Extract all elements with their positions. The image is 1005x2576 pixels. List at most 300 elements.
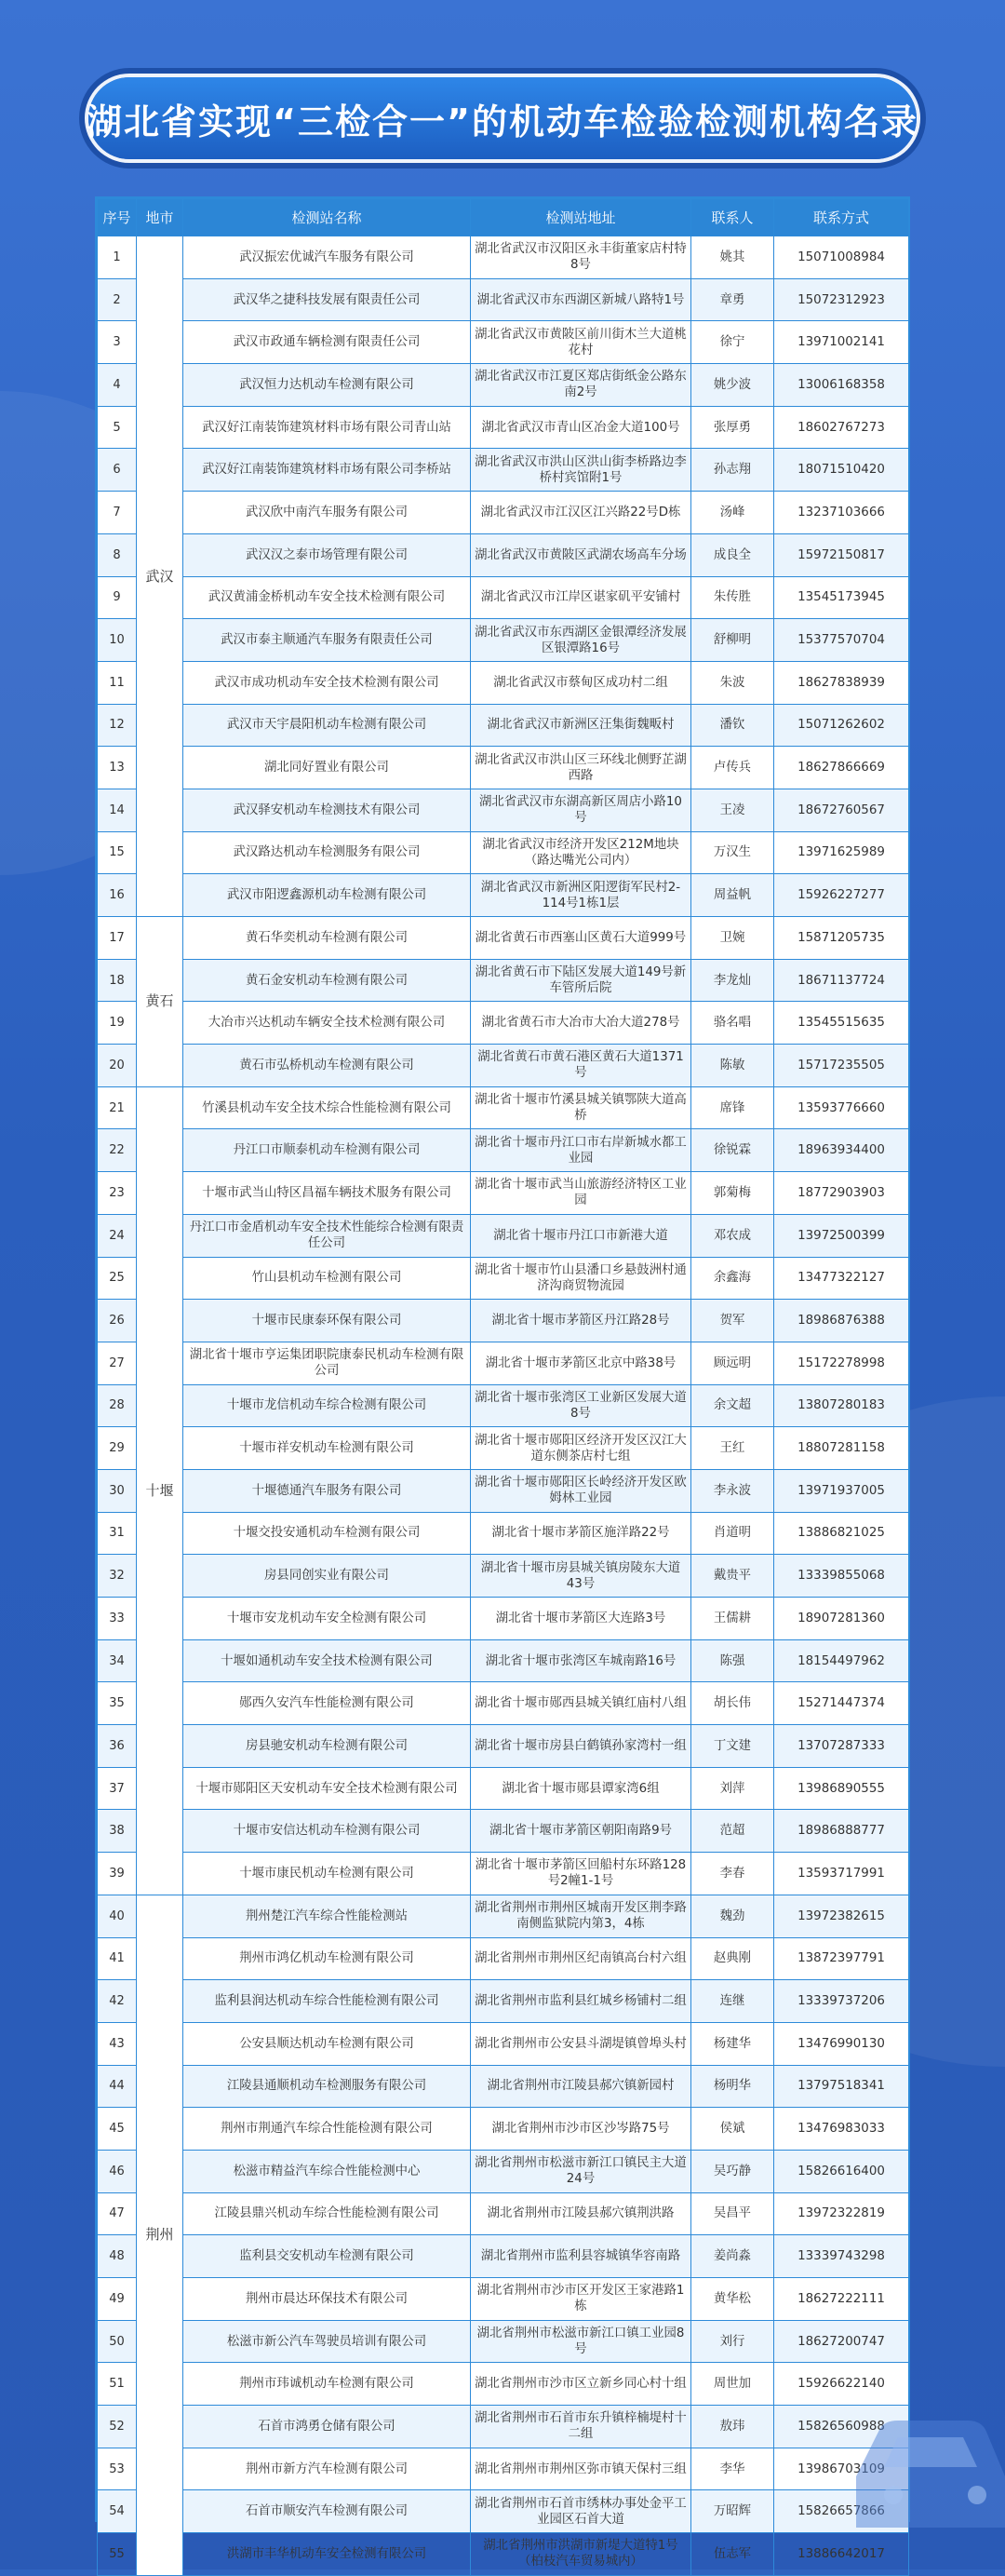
station-address: 湖北省十堰市茅箭区回船村东环路128号2幢1-1号 <box>471 1853 691 1895</box>
contact-person: 舒柳明 <box>691 619 774 662</box>
row-index: 20 <box>98 1045 137 1087</box>
contact-person: 王儒耕 <box>691 1598 774 1640</box>
station-name: 荆州楚江汽车综合性能检测站 <box>183 1895 471 1937</box>
table-row <box>98 1427 909 1470</box>
station-name: 公安县顺达机动车检测有限公司 <box>183 2022 471 2065</box>
station-address: 湖北省十堰市郧县谭家湾6组 <box>471 1767 691 1810</box>
contact-phone: 13006168358 <box>774 364 909 407</box>
station-address: 湖北省十堰市张湾区工业新区发展大道8号 <box>471 1384 691 1427</box>
station-name: 武汉路达机动车检测服务有限公司 <box>183 831 471 874</box>
table-row <box>98 492 909 534</box>
header-contact: 联系人 <box>691 199 774 236</box>
contact-phone: 13972382615 <box>774 1895 909 1937</box>
contact-phone: 18963934400 <box>774 1129 909 1172</box>
station-address: 湖北省荆州市沙市区开发区王家港路1栋 <box>471 2278 691 2321</box>
station-address: 湖北省荆州市沙市区沙岑路75号 <box>471 2108 691 2151</box>
contact-person: 朱传胜 <box>691 576 774 619</box>
station-name: 江陵县通顺机动车检测服务有限公司 <box>183 2065 471 2108</box>
contact-phone: 13986703109 <box>774 2448 909 2490</box>
table-row <box>98 619 909 662</box>
station-address: 湖北省黄石市大冶市大冶大道278号 <box>471 1002 691 1045</box>
contact-person: 丁文建 <box>691 1725 774 1768</box>
table-row <box>98 2235 909 2278</box>
table-row <box>98 2278 909 2321</box>
table-row <box>98 1853 909 1895</box>
contact-person: 李华 <box>691 2448 774 2490</box>
station-name: 武汉市天宇晨阳机动车检测有限公司 <box>183 704 471 747</box>
row-index: 9 <box>98 576 137 619</box>
contact-phone: 15972150817 <box>774 533 909 576</box>
station-address: 湖北省荆州市江陵县郝穴镇新园村 <box>471 2065 691 2108</box>
header-index: 序号 <box>98 199 137 236</box>
station-address: 湖北省荆州市公安县斗湖堤镇曾埠头村 <box>471 2022 691 2065</box>
contact-phone: 13972500399 <box>774 1214 909 1257</box>
contact-phone: 13339855068 <box>774 1555 909 1598</box>
table-row <box>98 1300 909 1342</box>
station-address: 湖北省荆州市石首市东升镇梓楠堤村十二组 <box>471 2406 691 2448</box>
contact-person: 邓农成 <box>691 1214 774 1257</box>
table-row <box>98 2490 909 2533</box>
station-name: 武汉汉之泰市场管理有限公司 <box>183 533 471 576</box>
contact-phone: 13476983033 <box>774 2108 909 2151</box>
station-address: 湖北省十堰市茅箭区丹江路28号 <box>471 1300 691 1342</box>
row-index: 24 <box>98 1214 137 1257</box>
station-name: 十堰市安信达机动车检测有限公司 <box>183 1810 471 1853</box>
contact-phone: 13986890555 <box>774 1767 909 1810</box>
row-index: 12 <box>98 704 137 747</box>
contact-person: 周益帆 <box>691 874 774 917</box>
row-index: 3 <box>98 321 137 364</box>
table-row <box>98 1725 909 1768</box>
contact-phone: 13797518341 <box>774 2065 909 2108</box>
station-address: 湖北省十堰市郧阳区长岭经济开发区欧姆林工业园 <box>471 1469 691 1512</box>
contact-person: 汤峰 <box>691 492 774 534</box>
contact-person: 李永波 <box>691 1469 774 1512</box>
station-address: 湖北省武汉市新洲区阳逻街军民村2-114号1栋1层 <box>471 874 691 917</box>
station-name: 武汉市阳逻鑫源机动车检测有限公司 <box>183 874 471 917</box>
inspection-table <box>97 198 909 2576</box>
table-row <box>98 278 909 321</box>
station-address: 湖北省十堰市茅箭区大连路3号 <box>471 1598 691 1640</box>
row-index: 5 <box>98 406 137 449</box>
station-name: 黄石华奕机动车检测有限公司 <box>183 917 471 960</box>
table-row <box>98 1045 909 1087</box>
station-address: 湖北省十堰市茅箭区朝阳南路9号 <box>471 1810 691 1853</box>
station-name: 十堰市武当山特区昌福车辆技术服务有限公司 <box>183 1172 471 1215</box>
contact-person: 骆名唱 <box>691 1002 774 1045</box>
row-index: 49 <box>98 2278 137 2321</box>
row-index: 18 <box>98 959 137 1002</box>
station-name: 武汉市政通车辆检测有限责任公司 <box>183 321 471 364</box>
station-name: 荆州市新方汽车检测有限公司 <box>183 2448 471 2490</box>
station-name: 十堰市祥安机动车检测有限公司 <box>183 1427 471 1470</box>
table-row <box>98 236 909 279</box>
contact-person: 姚少波 <box>691 364 774 407</box>
table-row <box>98 533 909 576</box>
contact-phone: 13545173945 <box>774 576 909 619</box>
contact-person: 朱波 <box>691 661 774 704</box>
contact-person: 万汉生 <box>691 831 774 874</box>
row-index: 43 <box>98 2022 137 2065</box>
station-address: 湖北省武汉市江汉区江兴路22号D栋 <box>471 492 691 534</box>
station-address: 湖北省十堰市茅箭区施洋路22号 <box>471 1512 691 1555</box>
station-address: 湖北省荆州市监利县红城乡杨铺村二组 <box>471 1980 691 2023</box>
station-address: 湖北省黄石市下陆区发展大道149号新车管所后院 <box>471 959 691 1002</box>
station-address: 湖北省十堰市茅箭区北京中路38号 <box>471 1342 691 1384</box>
table-row <box>98 1172 909 1215</box>
station-name: 荆州市玮诚机动车检测有限公司 <box>183 2363 471 2406</box>
row-index: 41 <box>98 1937 137 1980</box>
station-name: 武汉振宏优诚汽车服务有限公司 <box>183 236 471 279</box>
station-name: 石首市顺安汽车检测有限公司 <box>183 2490 471 2533</box>
station-address: 湖北省荆州市石首市绣林办事处金平工业园区石首大道 <box>471 2490 691 2533</box>
contact-phone: 15826560988 <box>774 2406 909 2448</box>
table-row <box>98 2533 909 2576</box>
row-index: 38 <box>98 1810 137 1853</box>
contact-person: 孙志翔 <box>691 449 774 492</box>
row-index: 8 <box>98 533 137 576</box>
station-name: 湖北同好置业有限公司 <box>183 747 471 789</box>
row-index: 36 <box>98 1725 137 1768</box>
station-name: 黄石金安机动车检测有限公司 <box>183 959 471 1002</box>
contact-person: 范超 <box>691 1810 774 1853</box>
station-name: 江陵县鼎兴机动车综合性能检测有限公司 <box>183 2192 471 2235</box>
contact-phone: 18154497962 <box>774 1639 909 1682</box>
row-index: 1 <box>98 236 137 279</box>
contact-person: 席锋 <box>691 1086 774 1129</box>
row-index: 14 <box>98 789 137 831</box>
header-station-name: 检测站名称 <box>183 199 471 236</box>
station-name: 武汉黄浦金桥机动车安全技术检测有限公司 <box>183 576 471 619</box>
station-name: 武汉好江南装饰建筑材料市场有限公司青山站 <box>183 406 471 449</box>
station-name: 石首市鸿勇仓储有限公司 <box>183 2406 471 2448</box>
contact-person: 敖玮 <box>691 2406 774 2448</box>
contact-person: 侯斌 <box>691 2108 774 2151</box>
contact-phone: 13237103666 <box>774 492 909 534</box>
row-index: 47 <box>98 2192 137 2235</box>
station-address: 湖北省武汉市蔡甸区成功村二组 <box>471 661 691 704</box>
contact-person: 胡长伟 <box>691 1682 774 1725</box>
station-address: 湖北省十堰市房县白鹤镇孙家湾村一组 <box>471 1725 691 1768</box>
row-index: 39 <box>98 1853 137 1895</box>
row-index: 11 <box>98 661 137 704</box>
station-name: 武汉驿安机动车检测技术有限公司 <box>183 789 471 831</box>
station-address: 湖北省黄石市黄石港区黄石大道1371号 <box>471 1045 691 1087</box>
row-index: 29 <box>98 1427 137 1470</box>
contact-person: 连继 <box>691 1980 774 2023</box>
row-index: 23 <box>98 1172 137 1215</box>
station-address: 湖北省荆州市监利县容城镇华容南路 <box>471 2235 691 2278</box>
row-index: 33 <box>98 1598 137 1640</box>
contact-phone: 13339737206 <box>774 1980 909 2023</box>
row-index: 31 <box>98 1512 137 1555</box>
station-address: 湖北省武汉市东西湖区新城八路特1号 <box>471 278 691 321</box>
contact-person: 成良全 <box>691 533 774 576</box>
table-row <box>98 2065 909 2108</box>
table-row <box>98 661 909 704</box>
contact-phone: 18772903903 <box>774 1172 909 1215</box>
contact-phone: 13707287333 <box>774 1725 909 1768</box>
contact-person: 余文超 <box>691 1384 774 1427</box>
row-index: 4 <box>98 364 137 407</box>
contact-phone: 18671137724 <box>774 959 909 1002</box>
page-title: 湖北省实现“三检合一”的机动车检验检测机构名录 <box>87 101 918 142</box>
table-row <box>98 1555 909 1598</box>
contact-phone: 13545515635 <box>774 1002 909 1045</box>
table-row <box>98 1129 909 1172</box>
row-index: 13 <box>98 747 137 789</box>
contact-phone: 13972322819 <box>774 2192 909 2235</box>
contact-phone: 15717235505 <box>774 1045 909 1087</box>
station-name: 武汉好江南装饰建筑材料市场有限公司李桥站 <box>183 449 471 492</box>
station-address: 湖北省荆州市江陵县郝穴镇荆洪路 <box>471 2192 691 2235</box>
table-row <box>98 2320 909 2363</box>
row-index: 50 <box>98 2320 137 2363</box>
contact-phone: 13886821025 <box>774 1512 909 1555</box>
station-address: 湖北省荆州市沙市区立新乡同心村十组 <box>471 2363 691 2406</box>
contact-person: 赵典刚 <box>691 1937 774 1980</box>
contact-phone: 13477322127 <box>774 1257 909 1300</box>
station-address: 湖北省武汉市汉阳区永丰街董家店村特8号 <box>471 236 691 279</box>
station-address: 湖北省武汉市洪山区三环线北侧野芷湖西路 <box>471 747 691 789</box>
contact-phone: 13593776660 <box>774 1086 909 1129</box>
contact-phone: 18907281360 <box>774 1598 909 1640</box>
station-address: 湖北省荆州市荆州区纪南镇高台村六组 <box>471 1937 691 1980</box>
station-name: 丹江口市金盾机动车安全技术性能综合检测有限责任公司 <box>183 1214 471 1257</box>
station-address: 湖北省荆州市松滋市新江口镇民主大道24号 <box>471 2150 691 2192</box>
row-index: 21 <box>98 1086 137 1129</box>
contact-phone: 15071008984 <box>774 236 909 279</box>
station-name: 十堰市民康泰环保有限公司 <box>183 1300 471 1342</box>
station-name: 十堰交投安通机动车检测有限公司 <box>183 1512 471 1555</box>
contact-person: 杨建华 <box>691 2022 774 2065</box>
contact-person: 陈敏 <box>691 1045 774 1087</box>
contact-phone: 18986876388 <box>774 1300 909 1342</box>
station-address: 湖北省武汉市经济开发区212M地块（路达嘴光公司内） <box>471 831 691 874</box>
table-row <box>98 1257 909 1300</box>
contact-phone: 13971937005 <box>774 1469 909 1512</box>
contact-phone: 13807280183 <box>774 1384 909 1427</box>
header-phone: 联系方式 <box>774 199 909 236</box>
contact-phone: 15871205735 <box>774 917 909 960</box>
table-row <box>98 2406 909 2448</box>
row-index: 35 <box>98 1682 137 1725</box>
station-name: 大冶市兴达机动车辆安全技术检测有限公司 <box>183 1002 471 1045</box>
row-index: 22 <box>98 1129 137 1172</box>
city-cell: 荆州 <box>137 1895 183 2575</box>
station-name: 武汉欣中南汽车服务有限公司 <box>183 492 471 534</box>
contact-phone: 13476990130 <box>774 2022 909 2065</box>
station-address: 湖北省武汉市江夏区郑店街纸金公路东南2号 <box>471 364 691 407</box>
contact-phone: 18807281158 <box>774 1427 909 1470</box>
table-row <box>98 449 909 492</box>
table-row <box>98 1598 909 1640</box>
table-row <box>98 1810 909 1853</box>
table-row <box>98 2448 909 2490</box>
contact-person: 魏劲 <box>691 1895 774 1937</box>
table-row <box>98 364 909 407</box>
station-name: 松滋市精益汽车综合性能检测中心 <box>183 2150 471 2192</box>
table-row <box>98 1086 909 1129</box>
row-index: 15 <box>98 831 137 874</box>
contact-person: 王红 <box>691 1427 774 1470</box>
station-name: 武汉市泰主顺通汽车服务有限责任公司 <box>183 619 471 662</box>
table-row <box>98 1767 909 1810</box>
station-name: 武汉恒力达机动车检测有限公司 <box>183 364 471 407</box>
station-name: 武汉华之捷科技发展有限责任公司 <box>183 278 471 321</box>
header-station-address: 检测站地址 <box>471 199 691 236</box>
contact-person: 吴昌平 <box>691 2192 774 2235</box>
contact-person: 李春 <box>691 1853 774 1895</box>
contact-person: 王凌 <box>691 789 774 831</box>
contact-phone: 15072312923 <box>774 278 909 321</box>
contact-phone: 18627200747 <box>774 2320 909 2363</box>
contact-phone: 13886642017 <box>774 2533 909 2576</box>
station-address: 湖北省武汉市东西湖区金银潭经济发展区银潭路16号 <box>471 619 691 662</box>
table-row <box>98 2108 909 2151</box>
contact-phone: 15071262602 <box>774 704 909 747</box>
contact-person: 戴贵平 <box>691 1555 774 1598</box>
row-index: 46 <box>98 2150 137 2192</box>
station-address: 湖北省武汉市青山区冶金大道100号 <box>471 406 691 449</box>
station-name: 监利县润达机动车综合性能检测有限公司 <box>183 1980 471 2023</box>
contact-person: 刘萍 <box>691 1767 774 1810</box>
station-name: 丹江口市顺泰机动车检测有限公司 <box>183 1129 471 1172</box>
row-index: 16 <box>98 874 137 917</box>
contact-phone: 18071510420 <box>774 449 909 492</box>
row-index: 48 <box>98 2235 137 2278</box>
station-address: 湖北省武汉市洪山区洪山街李桥路边李桥村宾馆附1号 <box>471 449 691 492</box>
contact-person: 肖道明 <box>691 1512 774 1555</box>
contact-person: 杨明华 <box>691 2065 774 2108</box>
contact-phone: 18627838939 <box>774 661 909 704</box>
row-index: 6 <box>98 449 137 492</box>
station-address: 湖北省十堰市郧西县城关镇红庙村八组 <box>471 1682 691 1725</box>
contact-person: 陈强 <box>691 1639 774 1682</box>
contact-phone: 18627222111 <box>774 2278 909 2321</box>
row-index: 2 <box>98 278 137 321</box>
row-index: 53 <box>98 2448 137 2490</box>
contact-person: 张厚勇 <box>691 406 774 449</box>
contact-person: 黄华松 <box>691 2278 774 2321</box>
contact-phone: 15271447374 <box>774 1682 909 1725</box>
row-index: 27 <box>98 1342 137 1384</box>
station-name: 竹山县机动车检测有限公司 <box>183 1257 471 1300</box>
table-row <box>98 1937 909 1980</box>
row-index: 7 <box>98 492 137 534</box>
station-address: 湖北省十堰市竹溪县城关镇鄂陕大道高桥 <box>471 1086 691 1129</box>
contact-person: 章勇 <box>691 278 774 321</box>
table-row <box>98 874 909 917</box>
row-index: 54 <box>98 2490 137 2533</box>
row-index: 42 <box>98 1980 137 2023</box>
row-index: 28 <box>98 1384 137 1427</box>
station-name: 监利县交安机动车检测有限公司 <box>183 2235 471 2278</box>
station-address: 湖北省武汉市新洲区汪集街魏畈村 <box>471 704 691 747</box>
station-address: 湖北省武汉市江岸区谌家矶平安铺村 <box>471 576 691 619</box>
station-address: 湖北省荆州市荆州区弥市镇天保村三组 <box>471 2448 691 2490</box>
contact-person: 李龙灿 <box>691 959 774 1002</box>
table-row <box>98 747 909 789</box>
contact-phone: 13971625989 <box>774 831 909 874</box>
title-banner <box>88 77 917 159</box>
table-row <box>98 1214 909 1257</box>
contact-phone: 15826616400 <box>774 2150 909 2192</box>
station-address: 湖北省武汉市东湖高新区周店小路10号 <box>471 789 691 831</box>
station-name: 十堰如通机动车安全技术检测有限公司 <box>183 1639 471 1682</box>
station-address: 湖北省十堰市竹山县潘口乡悬鼓洲村通济沟商贸物流园 <box>471 1257 691 1300</box>
table-row <box>98 406 909 449</box>
station-address: 湖北省荆州市荆州区城南开发区荆李路南侧监狱院内第3，4栋 <box>471 1895 691 1937</box>
table-row <box>98 1512 909 1555</box>
contact-person: 姚其 <box>691 236 774 279</box>
contact-person: 万昭辉 <box>691 2490 774 2533</box>
contact-person: 潘钦 <box>691 704 774 747</box>
station-address: 湖北省武汉市黄陂区武湖农场高车分场 <box>471 533 691 576</box>
contact-phone: 15926227277 <box>774 874 909 917</box>
contact-person: 周世加 <box>691 2363 774 2406</box>
row-index: 55 <box>98 2533 137 2576</box>
contact-phone: 15926622140 <box>774 2363 909 2406</box>
contact-phone: 18672760567 <box>774 789 909 831</box>
row-index: 45 <box>98 2108 137 2151</box>
row-index: 10 <box>98 619 137 662</box>
station-name: 十堰市安龙机动车安全检测有限公司 <box>183 1598 471 1640</box>
car-icon <box>828 2365 1005 2551</box>
contact-person: 卫婉 <box>691 917 774 960</box>
table-row <box>98 1895 909 1937</box>
table-row <box>98 576 909 619</box>
contact-person: 徐宁 <box>691 321 774 364</box>
table-row <box>98 1342 909 1384</box>
row-index: 26 <box>98 1300 137 1342</box>
contact-phone: 13872397791 <box>774 1937 909 1980</box>
station-address: 湖北省十堰市武当山旅游经济特区工业园 <box>471 1172 691 1215</box>
station-name: 武汉市成功机动车安全技术检测有限公司 <box>183 661 471 704</box>
contact-phone: 15172278998 <box>774 1342 909 1384</box>
header-city: 地市 <box>137 199 183 236</box>
contact-person: 余鑫海 <box>691 1257 774 1300</box>
contact-person: 卢传兵 <box>691 747 774 789</box>
row-index: 34 <box>98 1639 137 1682</box>
city-cell: 十堰 <box>137 1086 183 1895</box>
station-name: 房县同创实业有限公司 <box>183 1555 471 1598</box>
city-cell: 武汉 <box>137 236 183 917</box>
station-address: 湖北省黄石市西塞山区黄石大道999号 <box>471 917 691 960</box>
row-index: 52 <box>98 2406 137 2448</box>
contact-phone: 18602767273 <box>774 406 909 449</box>
table-row <box>98 2150 909 2192</box>
station-address: 湖北省十堰市郧阳区经济开发区汉江大道东侧茶店村七组 <box>471 1427 691 1470</box>
table-row <box>98 959 909 1002</box>
table-row <box>98 917 909 960</box>
contact-phone: 18627866669 <box>774 747 909 789</box>
station-name: 洪湖市丰华机动车安全检测有限公司 <box>183 2533 471 2576</box>
table-row <box>98 2192 909 2235</box>
contact-phone: 15826657866 <box>774 2490 909 2533</box>
contact-person: 姜尚淼 <box>691 2235 774 2278</box>
contact-phone: 13593717991 <box>774 1853 909 1895</box>
station-address: 湖北省十堰市丹江口市新港大道 <box>471 1214 691 1257</box>
station-address: 湖北省十堰市张湾区车城南路16号 <box>471 1639 691 1682</box>
station-name: 十堰德通汽车服务有限公司 <box>183 1469 471 1512</box>
station-name: 十堰市郧阳区天安机动车安全技术检测有限公司 <box>183 1767 471 1810</box>
row-index: 17 <box>98 917 137 960</box>
table-row <box>98 1469 909 1512</box>
row-index: 37 <box>98 1767 137 1810</box>
contact-person: 伍志军 <box>691 2533 774 2576</box>
contact-person: 贺军 <box>691 1300 774 1342</box>
